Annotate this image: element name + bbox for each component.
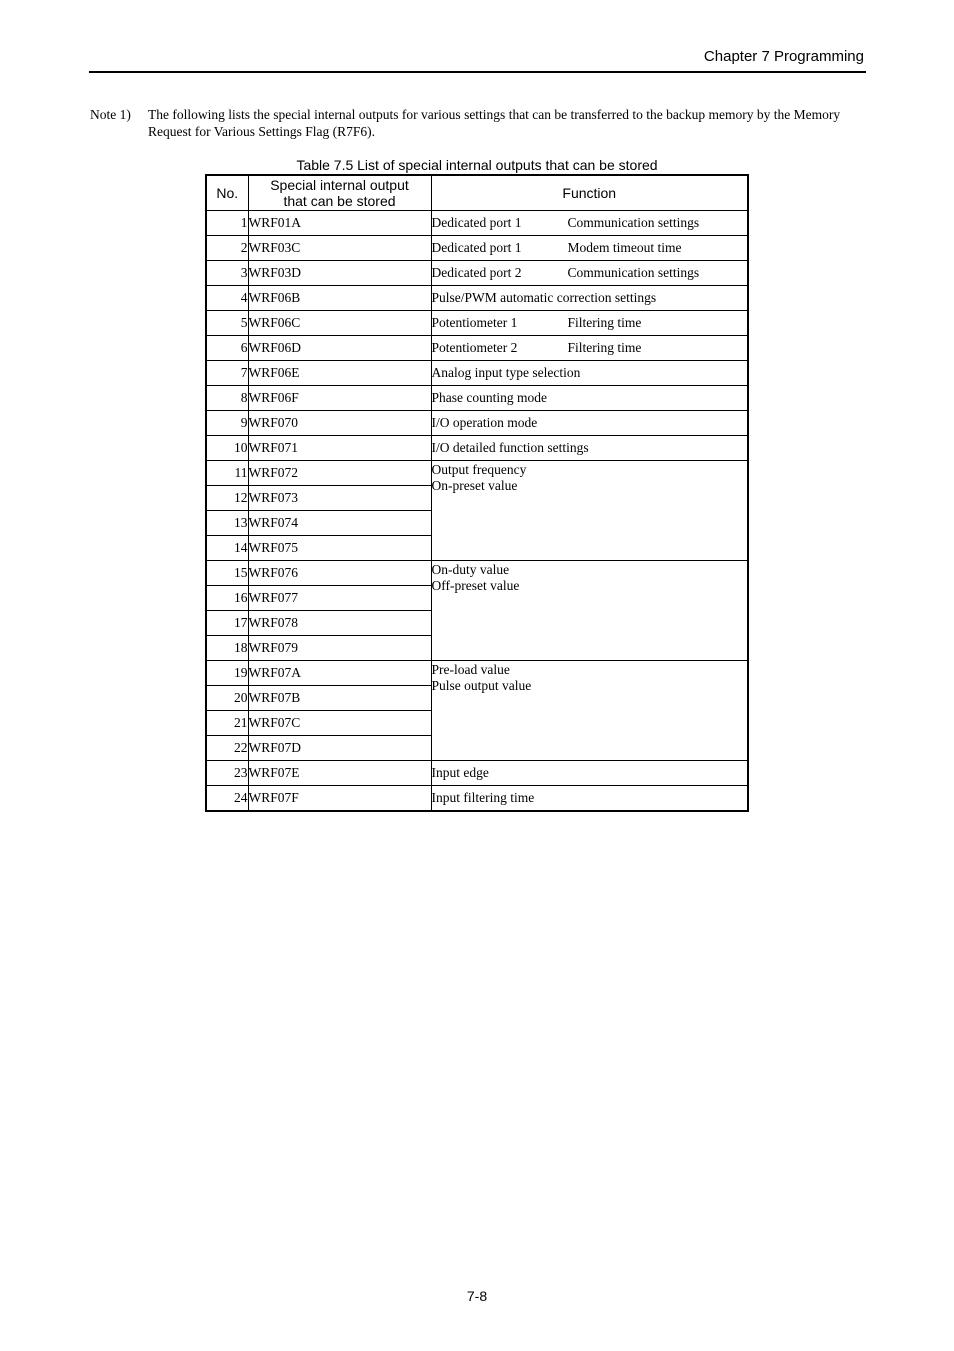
row-no: 20 xyxy=(206,686,248,711)
row-function: Phase counting mode xyxy=(431,386,748,411)
row-code: WRF06D xyxy=(248,336,431,361)
row-no: 19 xyxy=(206,661,248,686)
row-code: WRF03C xyxy=(248,236,431,261)
header-no: No. xyxy=(206,175,248,211)
function-detail: Communication settings xyxy=(567,265,700,280)
row-code: WRF076 xyxy=(248,561,431,586)
function-group-3 xyxy=(431,661,748,761)
row-code: WRF078 xyxy=(248,611,431,636)
row-no: 22 xyxy=(206,736,248,761)
row-code: WRF07C xyxy=(248,711,431,736)
row-no: 4 xyxy=(206,286,248,311)
table-row xyxy=(206,336,748,361)
group-line2: Off-preset value xyxy=(431,578,520,593)
row-code: WRF07B xyxy=(248,686,431,711)
header-output-line1: Special internal output xyxy=(270,177,409,193)
row-no: 13 xyxy=(206,511,248,536)
row-code: WRF06F xyxy=(248,386,431,411)
function-group-2 xyxy=(431,561,748,661)
function-name: Dedicated port 1 xyxy=(431,215,522,230)
row-no: 11 xyxy=(206,461,248,486)
page-number: 7-8 xyxy=(466,1288,488,1304)
row-no: 2 xyxy=(206,236,248,261)
special-outputs-table xyxy=(205,174,749,812)
header-output xyxy=(248,175,431,211)
row-code: WRF070 xyxy=(248,411,431,436)
table-row xyxy=(206,236,748,261)
row-function: I/O detailed function settings xyxy=(431,436,748,461)
row-code: WRF074 xyxy=(248,511,431,536)
table-row xyxy=(206,461,748,486)
group-line1: Output frequency xyxy=(431,462,527,477)
function-name: Potentiometer 2 xyxy=(431,340,518,355)
table-row xyxy=(206,361,748,386)
row-function: Input edge xyxy=(431,761,748,786)
table-row xyxy=(206,411,748,436)
row-no: 5 xyxy=(206,311,248,336)
table-caption: Table 7.5 List of special internal outputs that can be stored xyxy=(296,157,658,173)
table-row xyxy=(206,386,748,411)
row-no: 7 xyxy=(206,361,248,386)
row-no: 15 xyxy=(206,561,248,586)
row-no: 16 xyxy=(206,586,248,611)
row-no: 1 xyxy=(206,211,248,236)
row-no: 14 xyxy=(206,536,248,561)
function-detail: Filtering time xyxy=(567,340,642,355)
row-code: WRF07D xyxy=(248,736,431,761)
group-line1: Pre-load value xyxy=(431,662,510,677)
note-text: The following lists the special internal outputs for various settings that can be transferred to the backup memory by the Memory Request for Various Settings Flag (R7F6). xyxy=(148,107,841,139)
row-no: 8 xyxy=(206,386,248,411)
group-line1: On-duty value xyxy=(431,562,510,577)
row-code: WRF06E xyxy=(248,361,431,386)
row-function xyxy=(431,311,748,336)
row-code: WRF07A xyxy=(248,661,431,686)
chapter-title: Chapter 7 Programming xyxy=(703,48,864,65)
row-function xyxy=(431,261,748,286)
table-row xyxy=(206,761,748,786)
row-no: 18 xyxy=(206,636,248,661)
row-code: WRF01A xyxy=(248,211,431,236)
row-function: Pulse/PWM automatic correction settings xyxy=(431,286,748,311)
row-function: Analog input type selection xyxy=(431,361,748,386)
function-name: Dedicated port 1 xyxy=(431,240,522,255)
row-no: 23 xyxy=(206,761,248,786)
function-detail: Filtering time xyxy=(567,315,642,330)
note-label: Note 1) xyxy=(90,107,131,122)
table-row xyxy=(206,311,748,336)
row-code: WRF07F xyxy=(248,786,431,812)
table-row xyxy=(206,261,748,286)
row-no: 17 xyxy=(206,611,248,636)
group-line2: On-preset value xyxy=(431,478,518,493)
row-code: WRF075 xyxy=(248,536,431,561)
function-detail: Communication settings xyxy=(567,215,700,230)
row-function xyxy=(431,336,748,361)
row-no: 6 xyxy=(206,336,248,361)
row-function: I/O operation mode xyxy=(431,411,748,436)
header-output-line2: that can be stored xyxy=(283,193,396,209)
table-row xyxy=(206,561,748,586)
row-no: 3 xyxy=(206,261,248,286)
row-code: WRF07E xyxy=(248,761,431,786)
row-code: WRF077 xyxy=(248,586,431,611)
table-row xyxy=(206,661,748,686)
row-no: 24 xyxy=(206,786,248,812)
row-no: 9 xyxy=(206,411,248,436)
table-row xyxy=(206,286,748,311)
row-function: Input filtering time xyxy=(431,786,748,812)
table-row xyxy=(206,436,748,461)
row-code: WRF06C xyxy=(248,311,431,336)
function-name: Dedicated port 2 xyxy=(431,265,522,280)
group-line2: Pulse output value xyxy=(431,678,532,693)
table-row xyxy=(206,211,748,236)
row-code: WRF03D xyxy=(248,261,431,286)
function-group-1 xyxy=(431,461,748,561)
row-code: WRF071 xyxy=(248,436,431,461)
header-function: Function xyxy=(431,175,748,211)
row-code: WRF079 xyxy=(248,636,431,661)
function-name: Potentiometer 1 xyxy=(431,315,518,330)
page-header xyxy=(89,47,866,73)
row-code: WRF06B xyxy=(248,286,431,311)
row-function xyxy=(431,236,748,261)
function-detail: Modem timeout time xyxy=(567,240,682,255)
row-no: 21 xyxy=(206,711,248,736)
row-no: 12 xyxy=(206,486,248,511)
row-no: 10 xyxy=(206,436,248,461)
row-function xyxy=(431,211,748,236)
table-header-row xyxy=(206,175,748,211)
table-row xyxy=(206,786,748,812)
row-code: WRF073 xyxy=(248,486,431,511)
row-code: WRF072 xyxy=(248,461,431,486)
